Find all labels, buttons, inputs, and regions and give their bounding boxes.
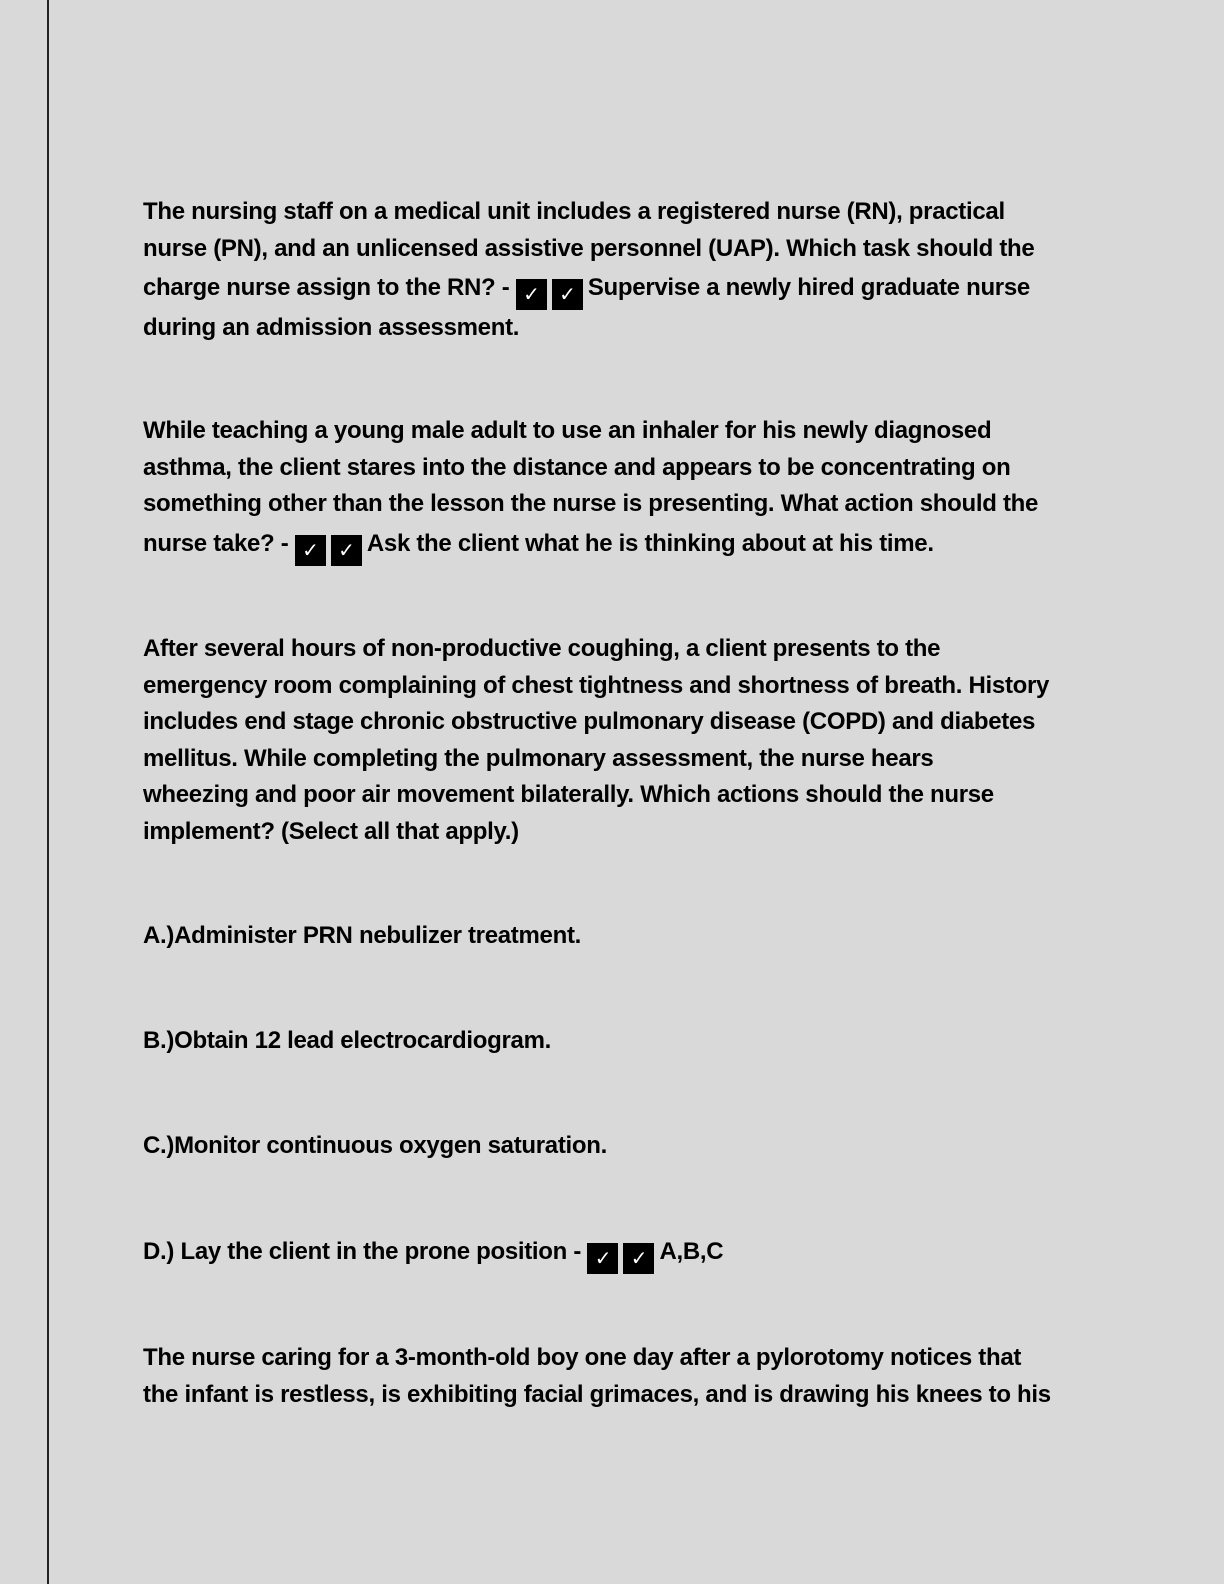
option-a: A.)Administer PRN nebulizer treatment. xyxy=(143,922,582,949)
option-d xyxy=(143,1234,1083,1274)
question-4-line-1: The nurse caring for a 3-month-old boy one day after a pylorotomy notices that xyxy=(143,1344,1022,1371)
checkmark-box-icon: ✓ xyxy=(331,535,362,566)
question-1-line-4: during an admission assessment. xyxy=(143,314,520,341)
question-3-line-4: mellitus. While completing the pulmonary assessment, the nurse hears xyxy=(143,744,934,772)
question-2-line-4 xyxy=(143,523,1083,566)
question-2 xyxy=(143,413,1083,566)
question-3 xyxy=(143,631,1083,850)
checkmark-box-icon: ✓ xyxy=(552,279,583,310)
option-d-text: D.) Lay the client in the prone position - xyxy=(143,1238,588,1265)
checkmark-box-icon: ✓ xyxy=(516,279,547,310)
question-3-line-3: includes end stage chronic obstructive pulmonary disease (COPD) and diabetes xyxy=(143,708,1036,735)
question-3-answer: A,B,C xyxy=(659,1238,724,1265)
option-b: B.)Obtain 12 lead electrocardiogram. xyxy=(143,1027,551,1054)
checkmark-box-icon: ✓ xyxy=(623,1243,654,1274)
question-2-line-1: While teaching a young male adult to use an inhaler for his newly diagnosed xyxy=(143,417,992,444)
question-1-answer: Supervise a newly hired graduate nurse xyxy=(587,274,1030,301)
question-1 xyxy=(143,194,1083,347)
question-3-line-1: After several hours of non-productive coughing, a client presents to the xyxy=(143,635,941,662)
question-3-line-2: emergency room complaining of chest tightness and shortness of breath. History xyxy=(143,671,1050,699)
option-c: C.)Monitor continuous oxygen saturation. xyxy=(143,1132,607,1159)
question-2-line-2: asthma, the client stares into the distance and appears to be concentrating on xyxy=(143,453,1011,481)
question-2-prefix: nurse take? - xyxy=(143,529,295,557)
question-2-answer: Ask the client what he is thinking about at his time. xyxy=(366,529,934,557)
question-1-line-2: nurse (PN), and an unlicensed assistive personnel (UAP). Which task should the xyxy=(143,234,1035,262)
question-4 xyxy=(143,1340,1083,1413)
question-3-line-6: implement? (Select all that apply.) xyxy=(143,817,519,845)
checkmark-box-icon: ✓ xyxy=(587,1243,618,1274)
checkmark-box-icon: ✓ xyxy=(295,535,326,566)
question-1-line-1: The nursing staff on a medical unit includes a registered nurse (RN), practical xyxy=(143,198,1005,225)
question-3-line-5: wheezing and poor air movement bilaterally. Which actions should the nurse xyxy=(143,781,994,808)
question-1-prefix: charge nurse assign to the RN? - xyxy=(143,274,516,301)
question-4-line-2: the infant is restless, is exhibiting facial grimaces, and is drawing his knees to his xyxy=(143,1380,1051,1408)
question-2-line-3: something other than the lesson the nurse is presenting. What action should the xyxy=(143,490,1039,517)
left-margin-rule xyxy=(47,0,49,1584)
question-1-line-3 xyxy=(143,267,1083,310)
